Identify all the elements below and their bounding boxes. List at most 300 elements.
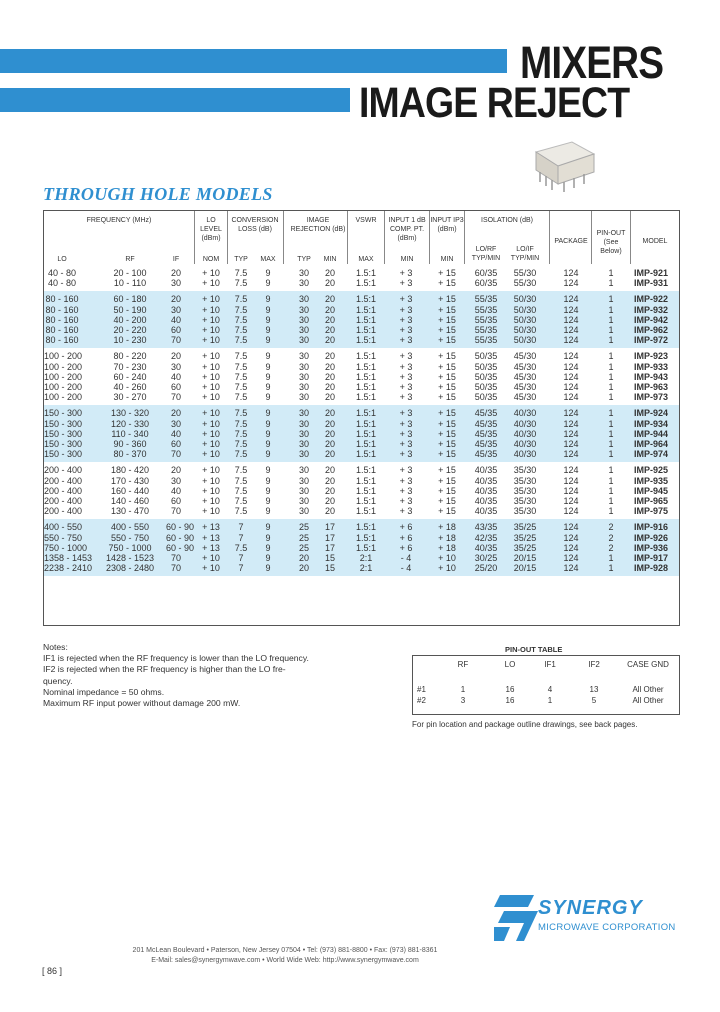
- cell-iso-lo-rf: 40/35: [474, 465, 498, 476]
- cell-ip3: + 15: [438, 392, 456, 403]
- cell-ip3: + 15: [438, 506, 456, 517]
- cell-pinout: 1: [608, 428, 614, 439]
- cell-vswr: 1.5:1: [355, 335, 377, 346]
- cell-comp: + 3: [399, 428, 413, 439]
- cell-conv-max: 9: [265, 428, 271, 439]
- cell-lo: 550 - 750: [44, 532, 83, 543]
- cell-comp: + 6: [399, 532, 413, 543]
- cell-ir-typ: 30: [298, 506, 309, 517]
- cell-if: 60: [170, 438, 181, 449]
- cell-if: 30: [170, 418, 181, 429]
- cell-package: 124: [563, 278, 579, 289]
- cell-ir-typ: 30: [298, 294, 309, 305]
- cell-ip3: + 15: [438, 475, 456, 486]
- table-row: [44, 522, 679, 532]
- col-package: PACKAGE: [554, 238, 588, 245]
- cell-conv-max: 9: [265, 532, 271, 543]
- cell-ir-typ: 30: [298, 381, 309, 392]
- cell-ir-typ: 25: [298, 522, 309, 533]
- divider: [630, 211, 631, 264]
- cell-comp: + 3: [399, 371, 413, 382]
- cell-rf: 1428 - 1523: [105, 552, 155, 563]
- cell-comp: + 3: [399, 278, 413, 289]
- divider: [591, 211, 592, 264]
- pinout-header-cell: RF: [457, 660, 469, 669]
- cell-package: 124: [563, 381, 579, 392]
- cell-iso-lo-if: 45/30: [513, 381, 537, 392]
- table-row: [44, 335, 679, 345]
- table-row: [44, 486, 679, 496]
- cell-package: 124: [563, 542, 579, 553]
- cell-ip3: + 15: [438, 304, 456, 315]
- cell-iso-lo-rf: 50/35: [474, 371, 498, 382]
- table-row: [44, 382, 679, 392]
- cell-ir-typ: 30: [298, 371, 309, 382]
- cell-conv-max: 9: [265, 495, 271, 506]
- col-iso-lo-rf: LO/RF TYP/MIN: [471, 246, 501, 262]
- cell-iso-lo-rf: 55/35: [474, 335, 498, 346]
- cell-package: 124: [563, 506, 579, 517]
- cell-rf: 10 - 110: [113, 278, 147, 289]
- cell-rf: 160 - 440: [110, 485, 150, 496]
- cell-lo: 80 - 160: [45, 314, 79, 325]
- cell-package: 124: [563, 294, 579, 305]
- cell-model: IMP-965: [634, 495, 669, 506]
- cell-pinout: 1: [608, 408, 614, 419]
- pinout-cell: 16: [505, 696, 515, 705]
- cell-conv-typ: 7: [238, 563, 244, 574]
- cell-comp: + 3: [399, 485, 413, 496]
- cell-rf: 110 - 340: [111, 428, 149, 439]
- cell-conv-typ: 7.5: [234, 485, 248, 496]
- cell-lo-level: + 10: [202, 371, 220, 382]
- cell-lo: 100 - 200: [44, 381, 83, 392]
- cell-ir-min: 20: [324, 314, 335, 325]
- cell-ir-min: 20: [324, 304, 335, 315]
- cell-iso-lo-rf: 45/35: [474, 449, 498, 460]
- cell-model: IMP-924: [634, 408, 669, 419]
- cell-iso-lo-rf: 42/35: [474, 532, 498, 543]
- cell-if: 40: [170, 428, 181, 439]
- cell-rf: 140 - 460: [110, 495, 150, 506]
- cell-lo-level: + 10: [202, 475, 220, 486]
- cell-package: 124: [563, 304, 579, 315]
- col-iso-lo-if: LO/IF TYP/MIN: [510, 246, 540, 262]
- cell-lo-level: + 10: [202, 438, 220, 449]
- cell-if: 40: [170, 485, 181, 496]
- cell-comp: - 4: [400, 552, 412, 563]
- cell-if: 20: [170, 408, 181, 419]
- cell-rf: 120 - 330: [110, 418, 150, 429]
- cell-conv-typ: 7.5: [234, 542, 248, 553]
- table-row: [44, 533, 679, 543]
- cell-conv-max: 9: [265, 304, 271, 315]
- cell-iso-lo-rf: 45/35: [474, 438, 498, 449]
- cell-iso-lo-if: 35/25: [513, 542, 537, 553]
- cell-vswr: 1.5:1: [355, 465, 377, 476]
- cell-iso-lo-if: 45/30: [513, 351, 537, 362]
- cell-pinout: 1: [608, 506, 614, 517]
- cell-ir-min: 20: [324, 485, 335, 496]
- cell-package: 124: [563, 532, 579, 543]
- cell-model: IMP-928: [634, 563, 669, 574]
- cell-comp: + 3: [399, 449, 413, 460]
- company-subtitle: MICROWAVE CORPORATION: [538, 922, 676, 933]
- cell-ir-typ: 30: [298, 278, 309, 289]
- cell-ip3: + 15: [438, 351, 456, 362]
- cell-vswr: 1.5:1: [355, 485, 377, 496]
- cell-if: 60: [170, 495, 181, 506]
- page-title-mixers: MIXERS: [520, 37, 664, 88]
- cell-ir-min: 20: [324, 495, 335, 506]
- cell-vswr: 1.5:1: [355, 278, 377, 289]
- cell-conv-typ: 7.5: [234, 392, 248, 403]
- cell-vswr: 1.5:1: [355, 428, 377, 439]
- cell-lo-level: + 10: [202, 324, 220, 335]
- cell-conv-typ: 7.5: [234, 268, 248, 278]
- cell-iso-lo-if: 40/30: [513, 418, 537, 429]
- cell-pinout: 1: [608, 475, 614, 486]
- cell-pinout: 1: [608, 268, 614, 278]
- cell-comp: + 3: [399, 408, 413, 419]
- col-ip3-min: MIN: [440, 256, 454, 263]
- table-row: [44, 408, 679, 418]
- cell-if: 20: [170, 268, 181, 278]
- cell-vswr: 1.5:1: [355, 324, 377, 335]
- cell-conv-typ: 7: [238, 522, 244, 533]
- cell-conv-typ: 7.5: [234, 294, 248, 305]
- table-row: [44, 439, 679, 449]
- cell-conv-max: 9: [265, 485, 271, 496]
- cell-model: IMP-926: [634, 532, 669, 543]
- table-row: [44, 543, 679, 553]
- cell-pinout: 1: [608, 304, 614, 315]
- cell-package: 124: [563, 428, 579, 439]
- cell-iso-lo-if: 40/30: [513, 449, 537, 460]
- cell-vswr: 1.5:1: [355, 495, 377, 506]
- cell-vswr: 2:1: [359, 552, 373, 563]
- cell-iso-lo-rf: 40/35: [474, 485, 498, 496]
- cell-lo: 80 - 160: [45, 335, 79, 346]
- col-isolation: ISOLATION (dB): [481, 217, 533, 224]
- col-if: IF: [172, 256, 180, 263]
- col-lo-level-nom: NOM: [202, 256, 220, 263]
- cell-lo: 100 - 200: [44, 392, 83, 403]
- cell-ir-min: 15: [324, 552, 335, 563]
- cell-lo: 2238 - 2410: [44, 563, 93, 574]
- cell-ir-typ: 30: [298, 408, 309, 419]
- pinout-header-cell: LO: [504, 660, 516, 669]
- cell-rf: 60 - 240: [113, 371, 147, 382]
- cell-comp: + 3: [399, 495, 413, 506]
- cell-conv-typ: 7.5: [234, 381, 248, 392]
- note-line: quency.: [43, 675, 73, 686]
- cell-ir-min: 17: [324, 522, 335, 533]
- cell-rf: 20 - 100: [113, 268, 147, 278]
- cell-rf: 50 - 190: [113, 304, 147, 315]
- mixer-package-photo: [532, 138, 596, 194]
- row-group: [44, 462, 679, 519]
- cell-rf: 130 - 470: [110, 506, 150, 517]
- cell-conv-max: 9: [265, 381, 271, 392]
- cell-conv-typ: 7.5: [234, 351, 248, 362]
- footer-address: [100, 946, 470, 966]
- cell-iso-lo-rf: 40/35: [474, 495, 498, 506]
- divider: [283, 211, 284, 264]
- table-row: [44, 315, 679, 325]
- col-vswr-max: MAX: [358, 256, 374, 263]
- cell-vswr: 1.5:1: [355, 418, 377, 429]
- cell-ir-min: 17: [324, 532, 335, 543]
- cell-ip3: + 15: [438, 449, 456, 460]
- pinout-caption: For pin location and package outline drawings, see back pages.: [412, 720, 638, 729]
- note-line: IF2 is rejected when the RF frequency is higher than the LO fre-: [43, 664, 286, 675]
- cell-package: 124: [563, 371, 579, 382]
- cell-rf: 80 - 370: [113, 449, 147, 460]
- section-title: THROUGH HOLE MODELS: [43, 184, 273, 204]
- cell-package: 124: [563, 522, 579, 533]
- cell-vswr: 1.5:1: [355, 371, 377, 382]
- cell-ip3: + 15: [438, 381, 456, 392]
- cell-lo-level: + 10: [202, 495, 220, 506]
- cell-iso-lo-if: 50/30: [513, 324, 537, 335]
- cell-iso-lo-rf: 40/35: [474, 542, 498, 553]
- cell-comp: + 6: [399, 522, 413, 533]
- cell-iso-lo-rf: 55/35: [474, 314, 498, 325]
- cell-iso-lo-rf: 45/35: [474, 408, 498, 419]
- cell-pinout: 1: [608, 449, 614, 460]
- cell-package: 124: [563, 392, 579, 403]
- cell-if: 60 - 90: [166, 542, 195, 553]
- pinout-cell: 16: [505, 685, 515, 694]
- cell-lo: 40 - 80: [47, 268, 77, 278]
- cell-conv-max: 9: [265, 418, 271, 429]
- col-comp-min: MIN: [400, 256, 414, 263]
- cell-package: 124: [563, 495, 579, 506]
- cell-iso-lo-if: 35/25: [513, 532, 537, 543]
- cell-iso-lo-if: 50/30: [513, 314, 537, 325]
- cell-lo: 150 - 300: [44, 418, 83, 429]
- cell-pinout: 1: [608, 418, 614, 429]
- cell-vswr: 1.5:1: [355, 408, 377, 419]
- note-line: Maximum RF input power without damage 200 mW.: [43, 698, 241, 709]
- cell-conv-max: 9: [265, 361, 271, 372]
- cell-ir-typ: 30: [298, 392, 309, 403]
- col-lo-level: LO LEVEL (dBm): [200, 217, 222, 242]
- cell-conv-typ: 7.5: [234, 475, 248, 486]
- col-ip3: INPUT IP3 (dBm): [430, 217, 464, 233]
- cell-conv-max: 9: [265, 542, 271, 553]
- cell-iso-lo-if: 45/30: [513, 371, 537, 382]
- cell-comp: + 3: [399, 392, 413, 403]
- pinout-cell: 1: [547, 696, 553, 705]
- table-row: [44, 496, 679, 506]
- cell-if: 30: [170, 361, 181, 372]
- cell-ir-typ: 30: [298, 475, 309, 486]
- cell-iso-lo-rf: 43/35: [474, 522, 498, 533]
- cell-if: 70: [170, 563, 181, 574]
- cell-comp: + 3: [399, 475, 413, 486]
- cell-ip3: + 15: [438, 418, 456, 429]
- cell-lo-level: + 10: [202, 314, 220, 325]
- note-line: Nominal impedance = 50 ohms.: [43, 686, 165, 697]
- cell-if: 30: [170, 304, 181, 315]
- cell-lo: 40 - 80: [47, 278, 77, 289]
- cell-vswr: 1.5:1: [355, 268, 377, 278]
- cell-ir-min: 20: [324, 506, 335, 517]
- cell-iso-lo-if: 50/30: [513, 335, 537, 346]
- cell-if: 20: [170, 351, 181, 362]
- cell-vswr: 1.5:1: [355, 438, 377, 449]
- cell-iso-lo-if: 35/25: [513, 522, 537, 533]
- cell-conv-typ: 7.5: [234, 324, 248, 335]
- cell-lo: 100 - 200: [44, 371, 83, 382]
- cell-conv-max: 9: [265, 351, 271, 362]
- cell-ip3: + 15: [438, 371, 456, 382]
- cell-vswr: 2:1: [359, 563, 373, 574]
- cell-iso-lo-if: 40/30: [513, 428, 537, 439]
- synergy-logo-icon: [494, 893, 538, 943]
- cell-if: 70: [170, 506, 181, 517]
- col-compression: INPUT 1 dB COMP. PT. (dBm): [388, 217, 426, 242]
- cell-conv-max: 9: [265, 268, 271, 278]
- cell-iso-lo-if: 45/30: [513, 392, 537, 403]
- cell-iso-lo-rf: 50/35: [474, 392, 498, 403]
- cell-lo-level: + 13: [202, 532, 220, 543]
- cell-conv-typ: 7.5: [234, 465, 248, 476]
- cell-vswr: 1.5:1: [355, 361, 377, 372]
- cell-model: IMP-923: [634, 351, 669, 362]
- cell-ir-typ: 30: [298, 351, 309, 362]
- cell-iso-lo-if: 35/30: [513, 485, 537, 496]
- cell-lo-level: + 10: [202, 294, 220, 305]
- table-row: [44, 419, 679, 429]
- cell-lo-level: + 10: [202, 449, 220, 460]
- cell-ir-min: 20: [324, 278, 335, 289]
- cell-conv-typ: 7.5: [234, 361, 248, 372]
- cell-ip3: + 15: [438, 438, 456, 449]
- cell-comp: + 3: [399, 381, 413, 392]
- cell-model: IMP-943: [634, 371, 669, 382]
- cell-iso-lo-rf: 40/35: [474, 506, 498, 517]
- cell-conv-max: 9: [265, 449, 271, 460]
- table-row: [44, 305, 679, 315]
- note-line: IF1 is rejected when the RF frequency is lower than the LO frequency.: [43, 653, 309, 664]
- cell-if: 70: [170, 392, 181, 403]
- cell-pinout: 1: [608, 294, 614, 305]
- cell-ir-typ: 30: [298, 428, 309, 439]
- cell-comp: - 4: [400, 563, 412, 574]
- pinout-table-title: PIN-OUT TABLE: [505, 645, 563, 654]
- col-conv-typ: TYP: [234, 256, 248, 263]
- cell-lo: 150 - 300: [44, 438, 83, 449]
- cell-model: IMP-975: [634, 506, 669, 517]
- cell-conv-typ: 7: [238, 532, 244, 543]
- cell-lo-level: + 10: [202, 506, 220, 517]
- cell-lo-level: + 10: [202, 361, 220, 372]
- cell-pinout: 1: [608, 438, 614, 449]
- cell-conv-max: 9: [265, 465, 271, 476]
- cell-pinout: 1: [608, 278, 614, 289]
- cell-pinout: 1: [608, 314, 614, 325]
- row-group: [44, 265, 679, 291]
- cell-lo: 200 - 400: [44, 485, 83, 496]
- cell-vswr: 1.5:1: [355, 314, 377, 325]
- cell-ir-typ: 30: [298, 335, 309, 346]
- cell-rf: 80 - 220: [113, 351, 147, 362]
- cell-package: 124: [563, 361, 579, 372]
- pinout-cell: All Other: [632, 685, 664, 694]
- cell-conv-max: 9: [265, 563, 271, 574]
- cell-rf: 40 - 260: [113, 381, 147, 392]
- cell-ir-min: 20: [324, 324, 335, 335]
- cell-ir-min: 20: [324, 381, 335, 392]
- cell-ir-min: 20: [324, 408, 335, 419]
- cell-iso-lo-if: 20/15: [513, 552, 537, 563]
- cell-vswr: 1.5:1: [355, 294, 377, 305]
- cell-iso-lo-rf: 25/20: [474, 563, 498, 574]
- cell-lo-level: + 13: [202, 542, 220, 553]
- cell-if: 60 - 90: [166, 532, 195, 543]
- cell-vswr: 1.5:1: [355, 475, 377, 486]
- divider: [227, 211, 228, 264]
- cell-ir-typ: 30: [298, 361, 309, 372]
- cell-rf: 400 - 550: [110, 522, 150, 533]
- col-lo: LO: [57, 256, 67, 263]
- company-name: SYNERGY: [538, 897, 643, 919]
- title-bar-bottom: [0, 88, 350, 112]
- table-row: [44, 294, 679, 304]
- cell-conv-max: 9: [265, 475, 271, 486]
- col-conv-max: MAX: [260, 256, 276, 263]
- cell-package: 124: [563, 268, 579, 278]
- cell-vswr: 1.5:1: [355, 532, 377, 543]
- col-pinout: PIN-OUT (See Below): [596, 230, 626, 255]
- pinout-cell: 13: [589, 685, 599, 694]
- divider: [347, 211, 348, 264]
- cell-conv-typ: 7.5: [234, 408, 248, 419]
- cell-ir-min: 20: [324, 392, 335, 403]
- cell-lo: 200 - 400: [44, 506, 83, 517]
- cell-conv-max: 9: [265, 408, 271, 419]
- cell-if: 70: [170, 335, 181, 346]
- cell-pinout: 2: [608, 532, 614, 543]
- divider: [549, 211, 550, 264]
- cell-model: IMP-916: [634, 522, 669, 533]
- table-row: [44, 362, 679, 372]
- table-row: [44, 506, 679, 516]
- cell-vswr: 1.5:1: [355, 381, 377, 392]
- cell-model: IMP-935: [634, 475, 669, 486]
- cell-comp: + 3: [399, 335, 413, 346]
- cell-comp: + 3: [399, 361, 413, 372]
- cell-conv-max: 9: [265, 506, 271, 517]
- cell-rf: 10 - 230: [113, 335, 147, 346]
- cell-ir-typ: 20: [298, 563, 309, 574]
- cell-lo-level: + 10: [202, 418, 220, 429]
- cell-lo-level: + 10: [202, 278, 220, 289]
- cell-ir-min: 20: [324, 371, 335, 382]
- cell-pinout: 1: [608, 381, 614, 392]
- cell-ip3: + 10: [438, 552, 456, 563]
- cell-package: 124: [563, 563, 579, 574]
- cell-lo-level: + 10: [202, 351, 220, 362]
- cell-iso-lo-if: 50/30: [513, 304, 537, 315]
- cell-ir-typ: 30: [298, 495, 309, 506]
- cell-ip3: + 15: [438, 495, 456, 506]
- cell-comp: + 3: [399, 418, 413, 429]
- cell-pinout: 1: [608, 371, 614, 382]
